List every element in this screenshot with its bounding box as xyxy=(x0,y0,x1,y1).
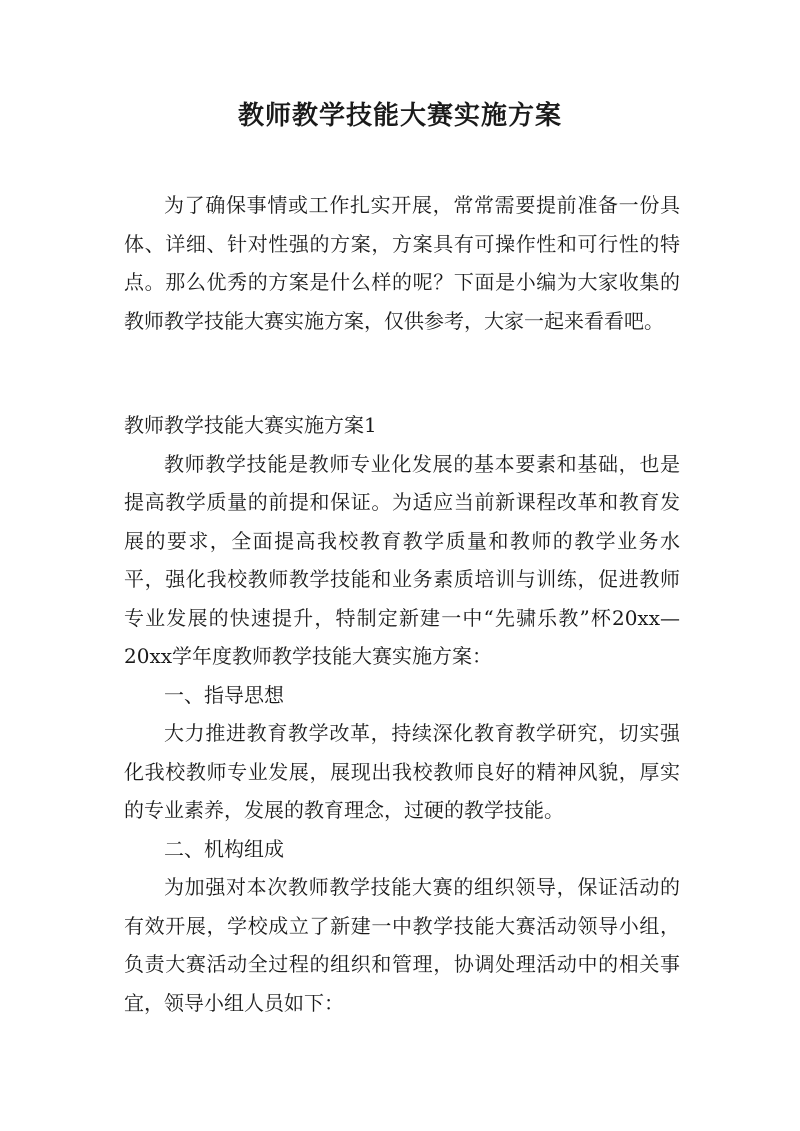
section-heading-organization: 二、机构组成 xyxy=(164,836,284,861)
body-paragraph: 为加强对本次教师教学技能大赛的组织领导，保证活动的有效开展，学校成立了新建一中教学技能大赛活动领导小组，负责大赛活动全过程的组织和管理，协调处理活动中的相关事宜，领导小组人员如下： xyxy=(124,875,680,1015)
section-title: 教师教学技能大赛实施方案1 xyxy=(124,413,377,437)
intro-paragraph: 为了确保事情或工作扎实开展，常常需要提前准备一份具体、详细、针对性强的方案，方案具有可操作性和可行性的特点。那么优秀的方案是什么样的呢？下面是小编为大家收集的教师教学技能大赛实施方案，仅供参考，大家一起来看看吧。 xyxy=(124,193,680,333)
intro-block xyxy=(124,186,680,340)
document-title: 教师教学技能大赛实施方案 xyxy=(237,101,562,131)
body-paragraph: 大力推进教育教学改革，持续深化教育教学研究，切实强化我校教师专业发展，展现出我校教师良好的精神风貌，厚实的专业素养，发展的教育理念，过硬的教学技能。 xyxy=(124,721,680,822)
section-block xyxy=(124,406,680,1022)
section-heading-guiding-ideology: 一、指导思想 xyxy=(164,682,284,707)
body-paragraph: 教师教学技能是教师专业化发展的基本要素和基础，也是提高教学质量的前提和保证。为适应当前新课程改革和教育发展的要求，全面提高我校教育教学质量和教师的教学业务水平，强化我校教师教学技能和业务素质培训与训练，促进教师专业发展的快速提升，特制定新建一中“先骕乐教”杯20xx—20xx学年度教师教学技能大赛实施方案： xyxy=(124,451,680,668)
